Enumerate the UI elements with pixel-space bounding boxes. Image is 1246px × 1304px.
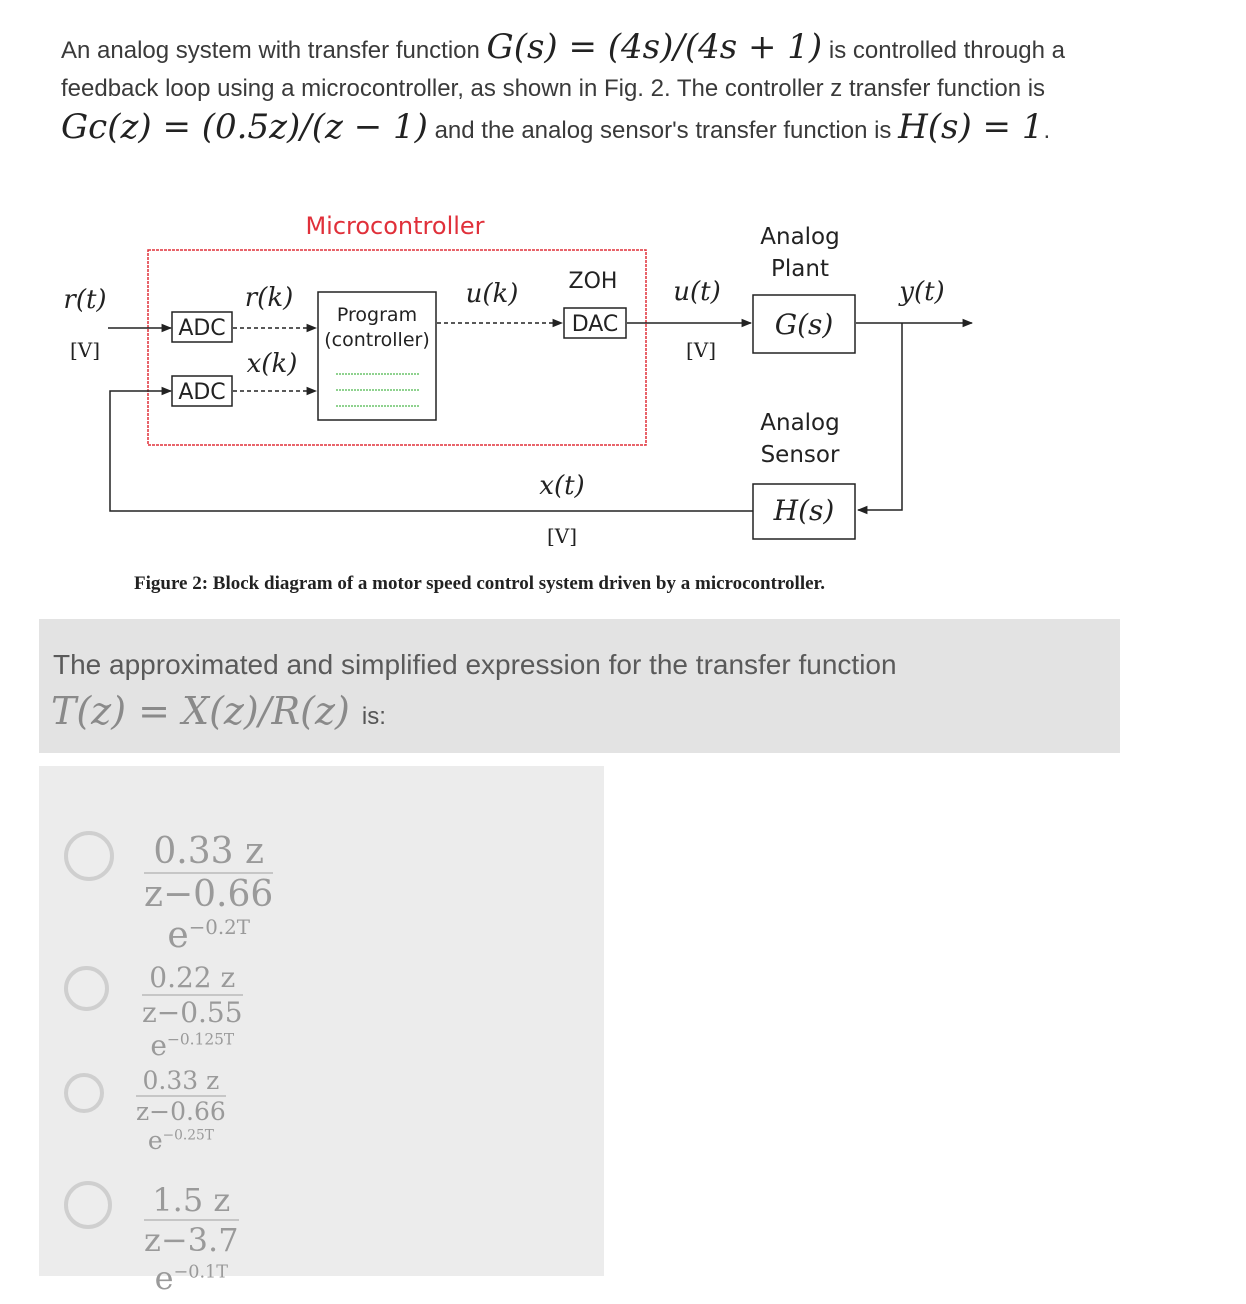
problem-text-1: An analog system with transfer function [61, 37, 487, 64]
question-expr: T(z) = X(z)/R(z) [51, 689, 350, 733]
plant-sublabel: Plant [771, 256, 829, 282]
problem-statement [61, 28, 1071, 150]
option-2-denominator [142, 996, 243, 1062]
sensor-equation: H(s) = 1 [898, 107, 1044, 147]
signal-u-t-unit: [V] [685, 338, 717, 362]
answer-options [39, 766, 604, 1297]
plant-equation: G(s) = (4s)/(4s + 1) [486, 27, 823, 67]
program-label: Program [336, 304, 418, 326]
question-suffix: is: [361, 703, 386, 730]
microcontroller-label: Microcontroller [305, 212, 485, 240]
option-3-formula [136, 1066, 226, 1155]
zoh-label: ZOH [568, 269, 618, 294]
option-4-radio[interactable] [64, 1181, 112, 1229]
option-3-den-base: z−0.66 e [136, 1097, 226, 1155]
question-expression [51, 689, 386, 733]
option-2-den-exp: −0.125T [166, 1030, 235, 1049]
figure-caption: Figure 2: Block diagram of a motor speed control system driven by a microcontroller. [134, 573, 825, 594]
adc-label-1: ADC [178, 316, 226, 341]
signal-x-k: x(k) [246, 349, 298, 379]
sensor-transfer-function: H(s) [773, 494, 835, 527]
option-4-denominator [144, 1221, 239, 1297]
option-4-den-exp: −0.1T [173, 1262, 228, 1283]
option-3-numerator: 0.33 z [136, 1066, 226, 1097]
option-4-formula [144, 1181, 239, 1297]
signal-u-k: u(k) [465, 279, 519, 309]
option-4-den-base: z−3.7 e [144, 1221, 239, 1297]
option-1-denominator [144, 874, 273, 956]
option-4-numerator: 1.5 z [144, 1181, 239, 1221]
question-panel [39, 619, 1120, 753]
option-1-numerator: 0.33 z [144, 831, 273, 874]
block-diagram [60, 200, 990, 550]
sensor-label: Analog [760, 410, 840, 436]
option-3-denominator [136, 1097, 226, 1155]
program-sublabel: (controller) [324, 329, 430, 351]
signal-r-t-unit: [V] [69, 338, 101, 362]
question-text: The approximated and simplified expression for the transfer function [53, 649, 897, 680]
option-3-den-exp: −0.25T [162, 1127, 214, 1144]
signal-x-t-unit: [V] [546, 524, 578, 548]
problem-text-3: and the analog sensor's transfer function is [427, 117, 899, 144]
problem-text-end: . [1043, 117, 1051, 144]
feedback-branch-line [858, 323, 902, 510]
option-1-den-base: z−0.66 e [144, 874, 274, 956]
controller-equation: Gc(z) = (0.5z)/(z − 1) [61, 107, 428, 147]
signal-r-t: r(t) [63, 285, 107, 315]
option-1-radio[interactable] [64, 831, 114, 881]
adc-label-2: ADC [178, 380, 226, 405]
plant-transfer-function: G(s) [774, 308, 834, 341]
option-1-formula [144, 831, 273, 956]
option-2-numerator: 0.22 z [142, 961, 243, 996]
option-1-den-exp: −0.2T [188, 916, 250, 939]
option-2-den-base: z−0.55 e [142, 996, 243, 1062]
signal-u-t: u(t) [673, 277, 721, 307]
dac-label: DAC [571, 312, 619, 337]
option-2-formula [142, 961, 243, 1062]
problem-text-2: is controlled through a feedback loop using a microcontroller, as shown in Fig. 2. The controller z transfer function is [61, 37, 1066, 102]
option-2-radio[interactable] [64, 966, 109, 1011]
signal-r-k: r(k) [244, 283, 294, 313]
sensor-sublabel: Sensor [760, 442, 840, 468]
plant-label: Analog [760, 224, 840, 250]
signal-y-t: y(t) [899, 277, 945, 307]
option-3-radio[interactable] [64, 1073, 104, 1113]
signal-x-t: x(t) [539, 471, 585, 501]
